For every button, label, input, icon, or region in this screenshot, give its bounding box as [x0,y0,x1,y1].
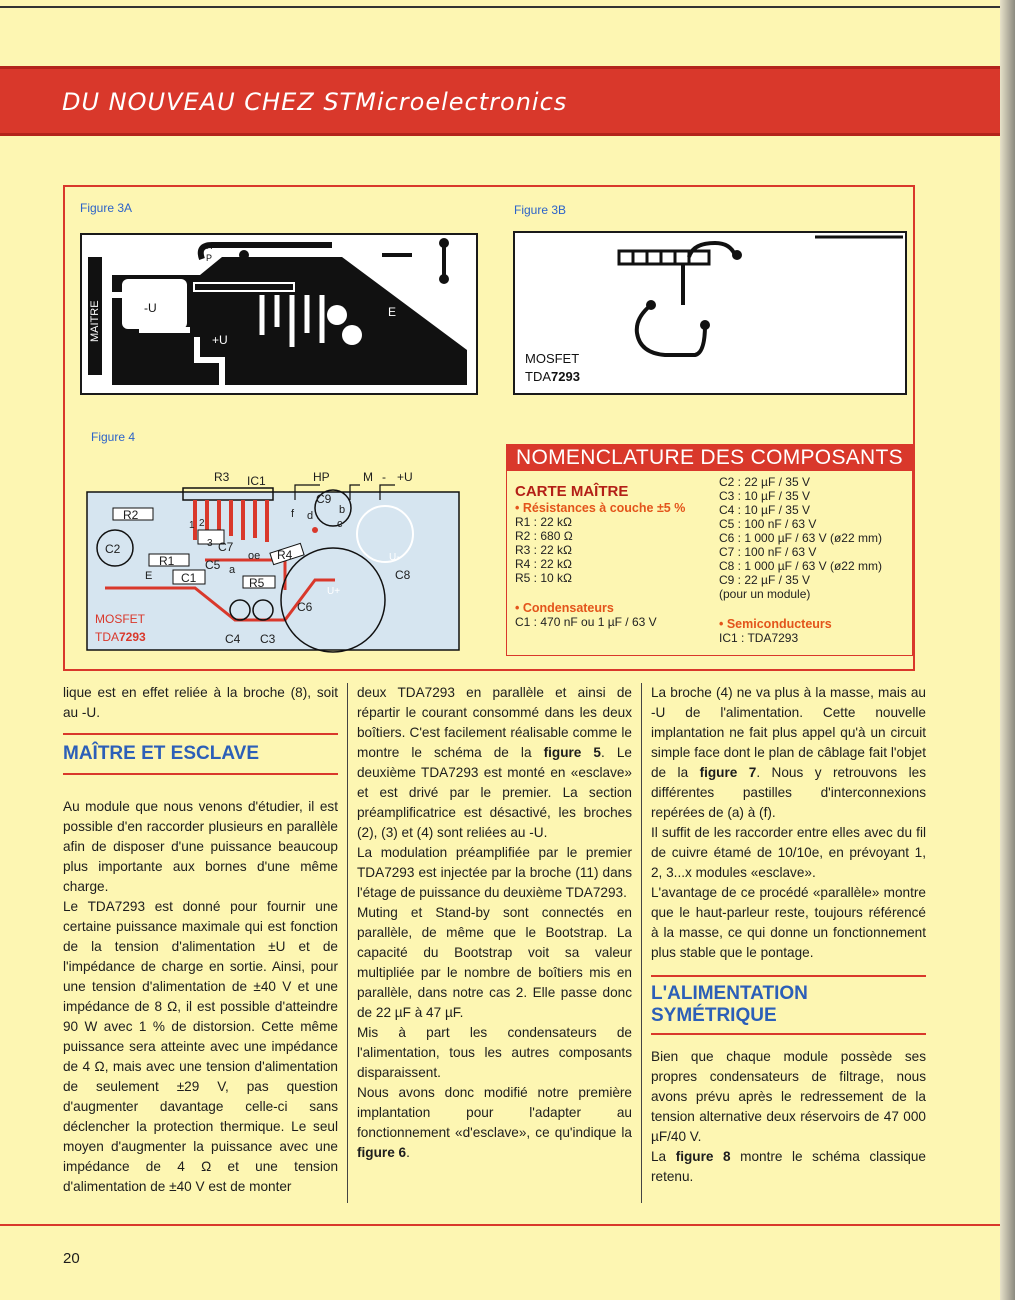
col1-paragraph: Le TDA7293 est donné pour fournir une certaine puissance maximale qui est fonction de la tension d'alimentation ±U et de l'impédance de charge en sortie. Ainsi, pour une tension d'alimentation de ±40 V et une impédance de 8 Ω, il est possible d'atteindre 90 W avec 1 % de distorsion. Cette même puissance sera atteinte avec une impédance de 4 Ω, mais avec une tension d'alimentation de seulement ±29 V, pas question d'augmenter davantage celle-ci sans déclencher la protection thermique. Le seul moyen d'augmenter la puissance avec une impédance de 4 Ω et une tension d'alimentation de ±40 V est de monter [63,899,338,1194]
column-separator [347,683,348,1203]
column-separator [641,683,642,1203]
figure-4-c9: C9 [316,492,332,506]
figure-3b-label: Figure 3B [514,203,567,217]
resistance-item: R2 : 680 Ω [515,529,573,543]
section1-rule-bottom [63,773,338,775]
nomenclature-condensateurs-title: • Condensateurs [515,601,614,615]
section2-rule-bottom [651,1033,926,1035]
condensateur-item: C7 : 100 nF / 63 V [719,545,817,559]
figure-4-pin-3: 3 [207,538,213,549]
figure-3a-traces [82,235,476,393]
resistance-item: R4 : 22 kΩ [515,557,572,571]
figure-4-c3: C3 [260,632,276,646]
figure-4-caption-bold: 7293 [119,630,146,644]
nomenclature-right-column [719,475,909,645]
section2-title: L'ALIMENTATION SYMÉTRIQUE [651,983,808,1026]
figure-4-c5: C5 [205,558,221,572]
nomenclature-box [506,444,913,656]
figure-4-label-plus-u: +U [397,470,413,484]
bottom-rule [0,1224,1000,1226]
figure-4-label-hp: HP [313,470,330,484]
figure-4-c8: C8 [395,568,411,582]
condensateur-item: C2 : 22 µF / 35 V [719,475,810,489]
col2-paragraph: La modulation préamplifiée par le premier TDA7293 est injectée par la broche (11) dans l'étage de puissance du deuxième TDA7293. [357,845,632,900]
col2-paragraph: Muting et Stand-by sont connectés en parallèle, de même que le Bootstrap. La capacité du Bootstrap voit sa valeur multipliée par le nombre de boîtiers mis en parallèle, dans notre cas 2. Elle passe donc de 22 µF à 47 µF. [357,905,632,1020]
nomenclature-title: NOMENCLATURE DES COMPOSANTS [507,445,912,471]
figure-3a-label-e: E [388,305,397,319]
figure-3b-caption-line2 [525,369,580,384]
condensateur-item: C6 : 1 000 µF / 63 V (ø22 mm) [719,531,882,545]
condensateur-item: C5 : 100 nF / 63 V [719,517,817,531]
figure-4-pin-2: 2 [199,518,205,529]
figure-3a-label-minus-u: -U [144,301,157,315]
figure-4-label-r3: R3 [214,470,230,484]
figure-4-u-minus: U- [389,552,400,563]
article-column-1 [63,683,338,1197]
figure-4-pin-1: 1 [189,520,195,531]
figure-4-r1: R1 [159,554,175,568]
figure-4-caption-line1: MOSFET [95,612,145,626]
figure-4-label: Figure 4 [91,430,136,444]
figure-4-pad-a: a [229,564,236,576]
condensateur-item: C3 : 10 µF / 35 V [719,489,810,503]
figure-4-layout [85,470,485,656]
resistance-item: R3 : 22 kΩ [515,543,572,557]
col3-paragraph: La figure 8 montre le schéma classique retenu. [651,1149,926,1184]
figure-3b-pcb [513,231,907,395]
figure-3a-label: Figure 3A [80,201,133,215]
figure-3a-label-h: H [206,241,213,251]
nomenclature-left-column [515,483,691,629]
figure-3b-caption-prefix: TDA [525,369,551,384]
figure-3b-caption-bold: 7293 [551,369,580,384]
figure-3b-caption-line1: MOSFET [525,351,580,366]
col1-paragraph: Au module que nous venons d'étudier, il est possible d'en raccorder plusieurs en parallèle afin de disposer d'une puissance beaucoup plus importante aux bornes d'une même charge. [63,799,338,894]
figure-3a-side-text: MAITRE [89,300,101,342]
condensateur-item: C8 : 1 000 µF / 63 V (ø22 mm) [719,559,882,573]
section1-title: MAÎTRE ET ESCLAVE [63,743,259,764]
page-number: 20 [63,1250,80,1267]
figure-ref: figure 6 [357,1145,407,1160]
figure-3a-label-plus-u: +U [212,333,228,347]
col1-intro: lique est en effet reliée à la broche (8), soit au -U. [63,685,338,720]
col3-paragraph: L'avantage de ce procédé «parallèle» montre que le haut-parleur reste, toujours référencé à la masse, ce qui donne un fonctionnement plus stable que le pontage. [651,885,926,960]
figure-4-pad-d: d [307,510,314,522]
figure-ref: figure 7 [699,765,757,780]
condensateur-note: (pour un module) [719,587,811,601]
article-column-2 [357,683,632,1163]
figure-ref: figure 5 [543,745,601,760]
col2-paragraph: Mis à part les condensateurs de l'alimentation, tous les autres composants disparaissent. [357,1025,632,1080]
figure-ref: figure 8 [675,1149,731,1164]
section2-rule-top [651,975,926,977]
figure-4-c4: C4 [225,632,241,646]
figure-4-label-ic1: IC1 [247,474,266,488]
article-column-3 [651,683,926,1187]
figure-4-pad-b: b [339,504,346,516]
figure-4-r4: R4 [277,548,293,562]
figure-3a-label-p: P [206,253,213,263]
condensateur-item: C4 : 10 µF / 35 V [719,503,810,517]
nomenclature-semiconducteurs-title: • Semiconducteurs [719,617,832,631]
resistance-item: R5 : 10 kΩ [515,571,572,585]
col2-paragraph: deux TDA7293 en parallèle et ainsi de répartir le courant consommé dans les deux boîtiers. C'est facilement réalisable comme le montre le schéma de la figure 5. Le deuxième TDA7293 est monté en «esclave» et est drivé par le premier. La section préamplificatrice est désactivé, les broches (2), (3) et (4) sont reliées au -U. [357,685,632,840]
figure-4-c6: C6 [297,600,313,614]
nomenclature-carte: CARTE MAÎTRE [515,483,629,500]
figure-4-r2: R2 [123,508,139,522]
col3-paragraph: Il suffit de les raccorder entre elles avec du fil de cuivre étamé de 10/10e, en prévoyant 1, 2, 3...x modules «esclave». [651,825,926,880]
figure-4-pad-c: c [337,518,343,530]
figure-4-caption-line2 [95,630,146,644]
top-rule [0,6,1015,8]
condensateur-item: C9 : 22 µF / 35 V [719,573,810,587]
figure-4-drawing [85,470,485,656]
figure-4-c2: C2 [105,542,121,556]
col3-paragraph: La broche (4) ne va plus à la masse, mais au -U de l'alimentation. Cette nouvelle implantation ne fait plus appel qu'à un circuit simple face dont le plan de câblage fait l'objet de la figure 7. Nous y retrouvons les différentes pastilles d'interconnexions repérées de (a) à (f). [651,685,926,820]
semiconducteur-item: IC1 : TDA7293 [719,631,799,645]
figure-4-pad-oe: oe [248,550,261,562]
condensateur-item: C1 : 470 nF ou 1 µF / 63 V [515,615,657,629]
figure-4-label-minus: - [382,470,386,484]
header-title: DU NOUVEAU CHEZ STMicroelectronics [62,88,568,116]
figure-4-r5: R5 [249,576,265,590]
figure-4-pad-e: E [145,570,153,582]
figure-3a-pcb [80,233,478,395]
figure-4-u-plus: U+ [327,586,341,597]
figure-4-caption-prefix: TDA [95,630,119,644]
figure-4-pad-f: f [291,508,295,520]
figure-4-label-m: M [363,470,373,484]
figure-4-c7: C7 [218,540,234,554]
nomenclature-resistances-title: • Résistances à couche ±5 % [515,501,686,515]
resistance-item: R1 : 22 kΩ [515,515,572,529]
figure-4-c1: C1 [181,571,197,585]
section1-rule-top [63,733,338,735]
page-edge [1000,0,1015,1300]
col3-paragraph: Bien que chaque module possède ses propres condensateurs de filtrage, nous avons prévu après le redressement de la tension alternative deux réservoirs de 47 000 µF/40 V. [651,1049,926,1144]
col2-paragraph: Nous avons donc modifié notre première implantation pour l'adapter au fonctionnement «d'esclave», ce qu'indique la figure 6. [357,1085,632,1160]
